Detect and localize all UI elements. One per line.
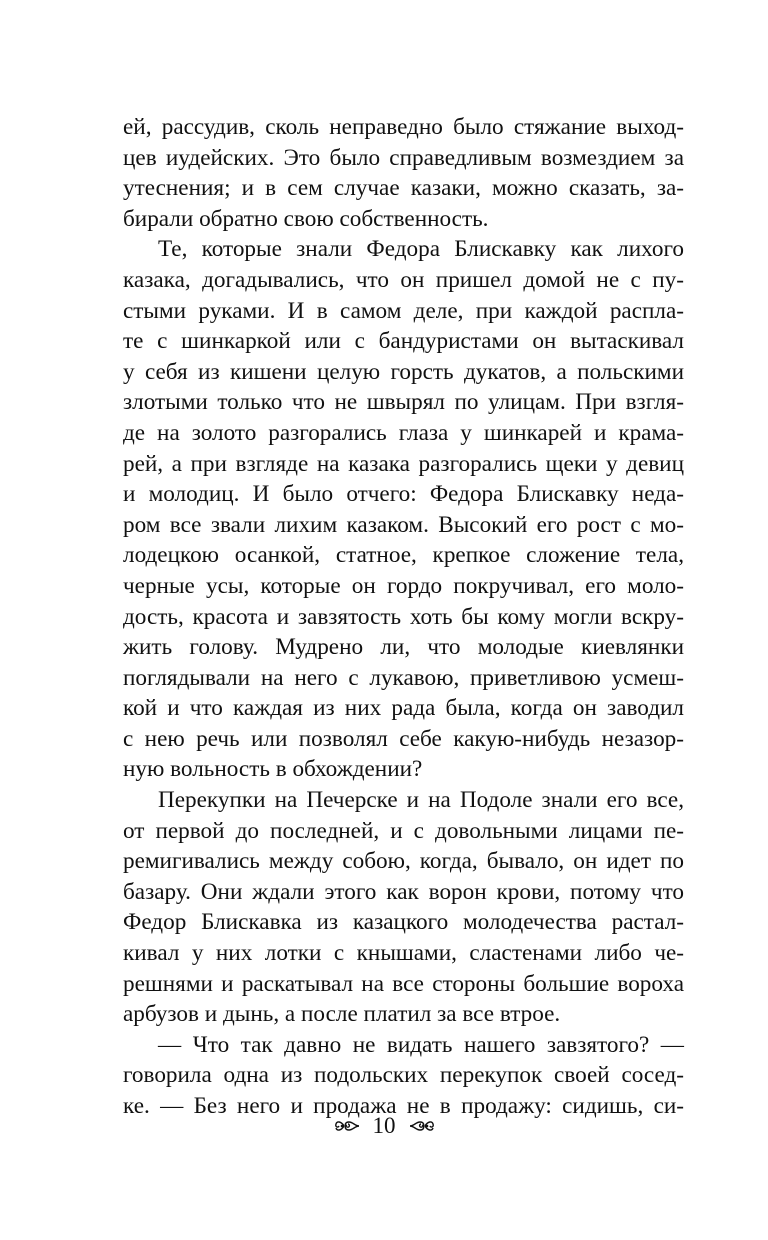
text-line: дость, красота и завзятость хоть бы кому могли вскру- — [123, 603, 684, 630]
text-line: говорила одна из подольских перекупок своей сосед- — [123, 1062, 684, 1089]
text-line: и молодиц. И было отчего: Федора Блискавку неда- — [123, 481, 684, 508]
text-line: от первой до последней, и с довольными лицами пе- — [123, 817, 684, 844]
text-line: с нею речь или позволял себе какую-нибудь незазор- — [123, 725, 684, 752]
text-line: кой и что каждая из них рада была, когда он заводил — [123, 695, 684, 722]
text-line: арбузов и дынь, а после платил за все втрое. — [123, 1001, 561, 1028]
text-line: поглядывали на него с лукавою, приветливою усмеш- — [123, 664, 684, 691]
text-line: те с шинкаркой или с бандуристами он вытаскивал — [123, 328, 684, 355]
text-line: у себя из кишени целую горсть дукатов, а польскими — [123, 358, 684, 385]
text-line: рей, а при взгляде на казака разгорались щеки у девиц — [123, 450, 684, 477]
text-line: стыми руками. И в самом деле, при каждой распла- — [123, 297, 684, 324]
text-line: казака, догадывались, что он пришел домой не с пу- — [123, 266, 684, 293]
text-line: де на золото разгорались глаза у шинкарей и крама- — [123, 419, 684, 446]
text-line: Федор Блискавка из казацкого молодечества растал- — [123, 909, 684, 936]
text-line: бирали обратно свою собственность. — [123, 205, 489, 232]
text-line: ей, рассудив, сколь неправедно было стяжание выход- — [123, 114, 684, 140]
text-line: — Что так давно не видать нашего завзятого? — — [158, 1031, 684, 1058]
page-footer — [0, 1113, 768, 1139]
text-line: цев иудейских. Это было справедливым возмездием за — [123, 144, 684, 171]
text-line: черные усы, которые он гордо покручивал, его моло- — [123, 572, 684, 599]
text-line: утеснения; и в сем случае казаки, можно сказать, за- — [123, 175, 684, 202]
text-line: решнями и раскатывал на все стороны большие вороха — [123, 970, 684, 997]
text-line: злотыми только что не швырял по улицам. При взгля- — [123, 389, 684, 416]
text-line: ремигивались между собою, когда, бывало, он идет по — [123, 848, 684, 875]
right-ornament-icon — [408, 1117, 436, 1135]
text-line: Перекупки на Печерске и на Подоле знали его все, — [158, 787, 684, 814]
page-number: 10 — [372, 1113, 396, 1138]
text-line: Те, которые знали Федора Блискавку как лихого — [158, 236, 684, 263]
text-line: жить голову. Мудрено ли, что молодые киевлянки — [123, 634, 684, 661]
text-line: кивал у них лотки с кнышами, сластенами либо че- — [123, 940, 684, 967]
text-line: базару. Они ждали этого как ворон крови, потому что — [123, 878, 684, 905]
body-text — [123, 112, 684, 1122]
left-ornament-icon — [333, 1117, 361, 1135]
text-line: лодецкою осанкой, статное, крепкое сложение тела, — [123, 542, 684, 569]
text-line: ром все звали лихим казаком. Высокий его рост с мо- — [123, 511, 684, 538]
text-line: ную вольность в обхождении? — [123, 756, 423, 783]
text-line: ке. — Без него и продажа не в продажу: сидишь, си- — [123, 1093, 684, 1119]
